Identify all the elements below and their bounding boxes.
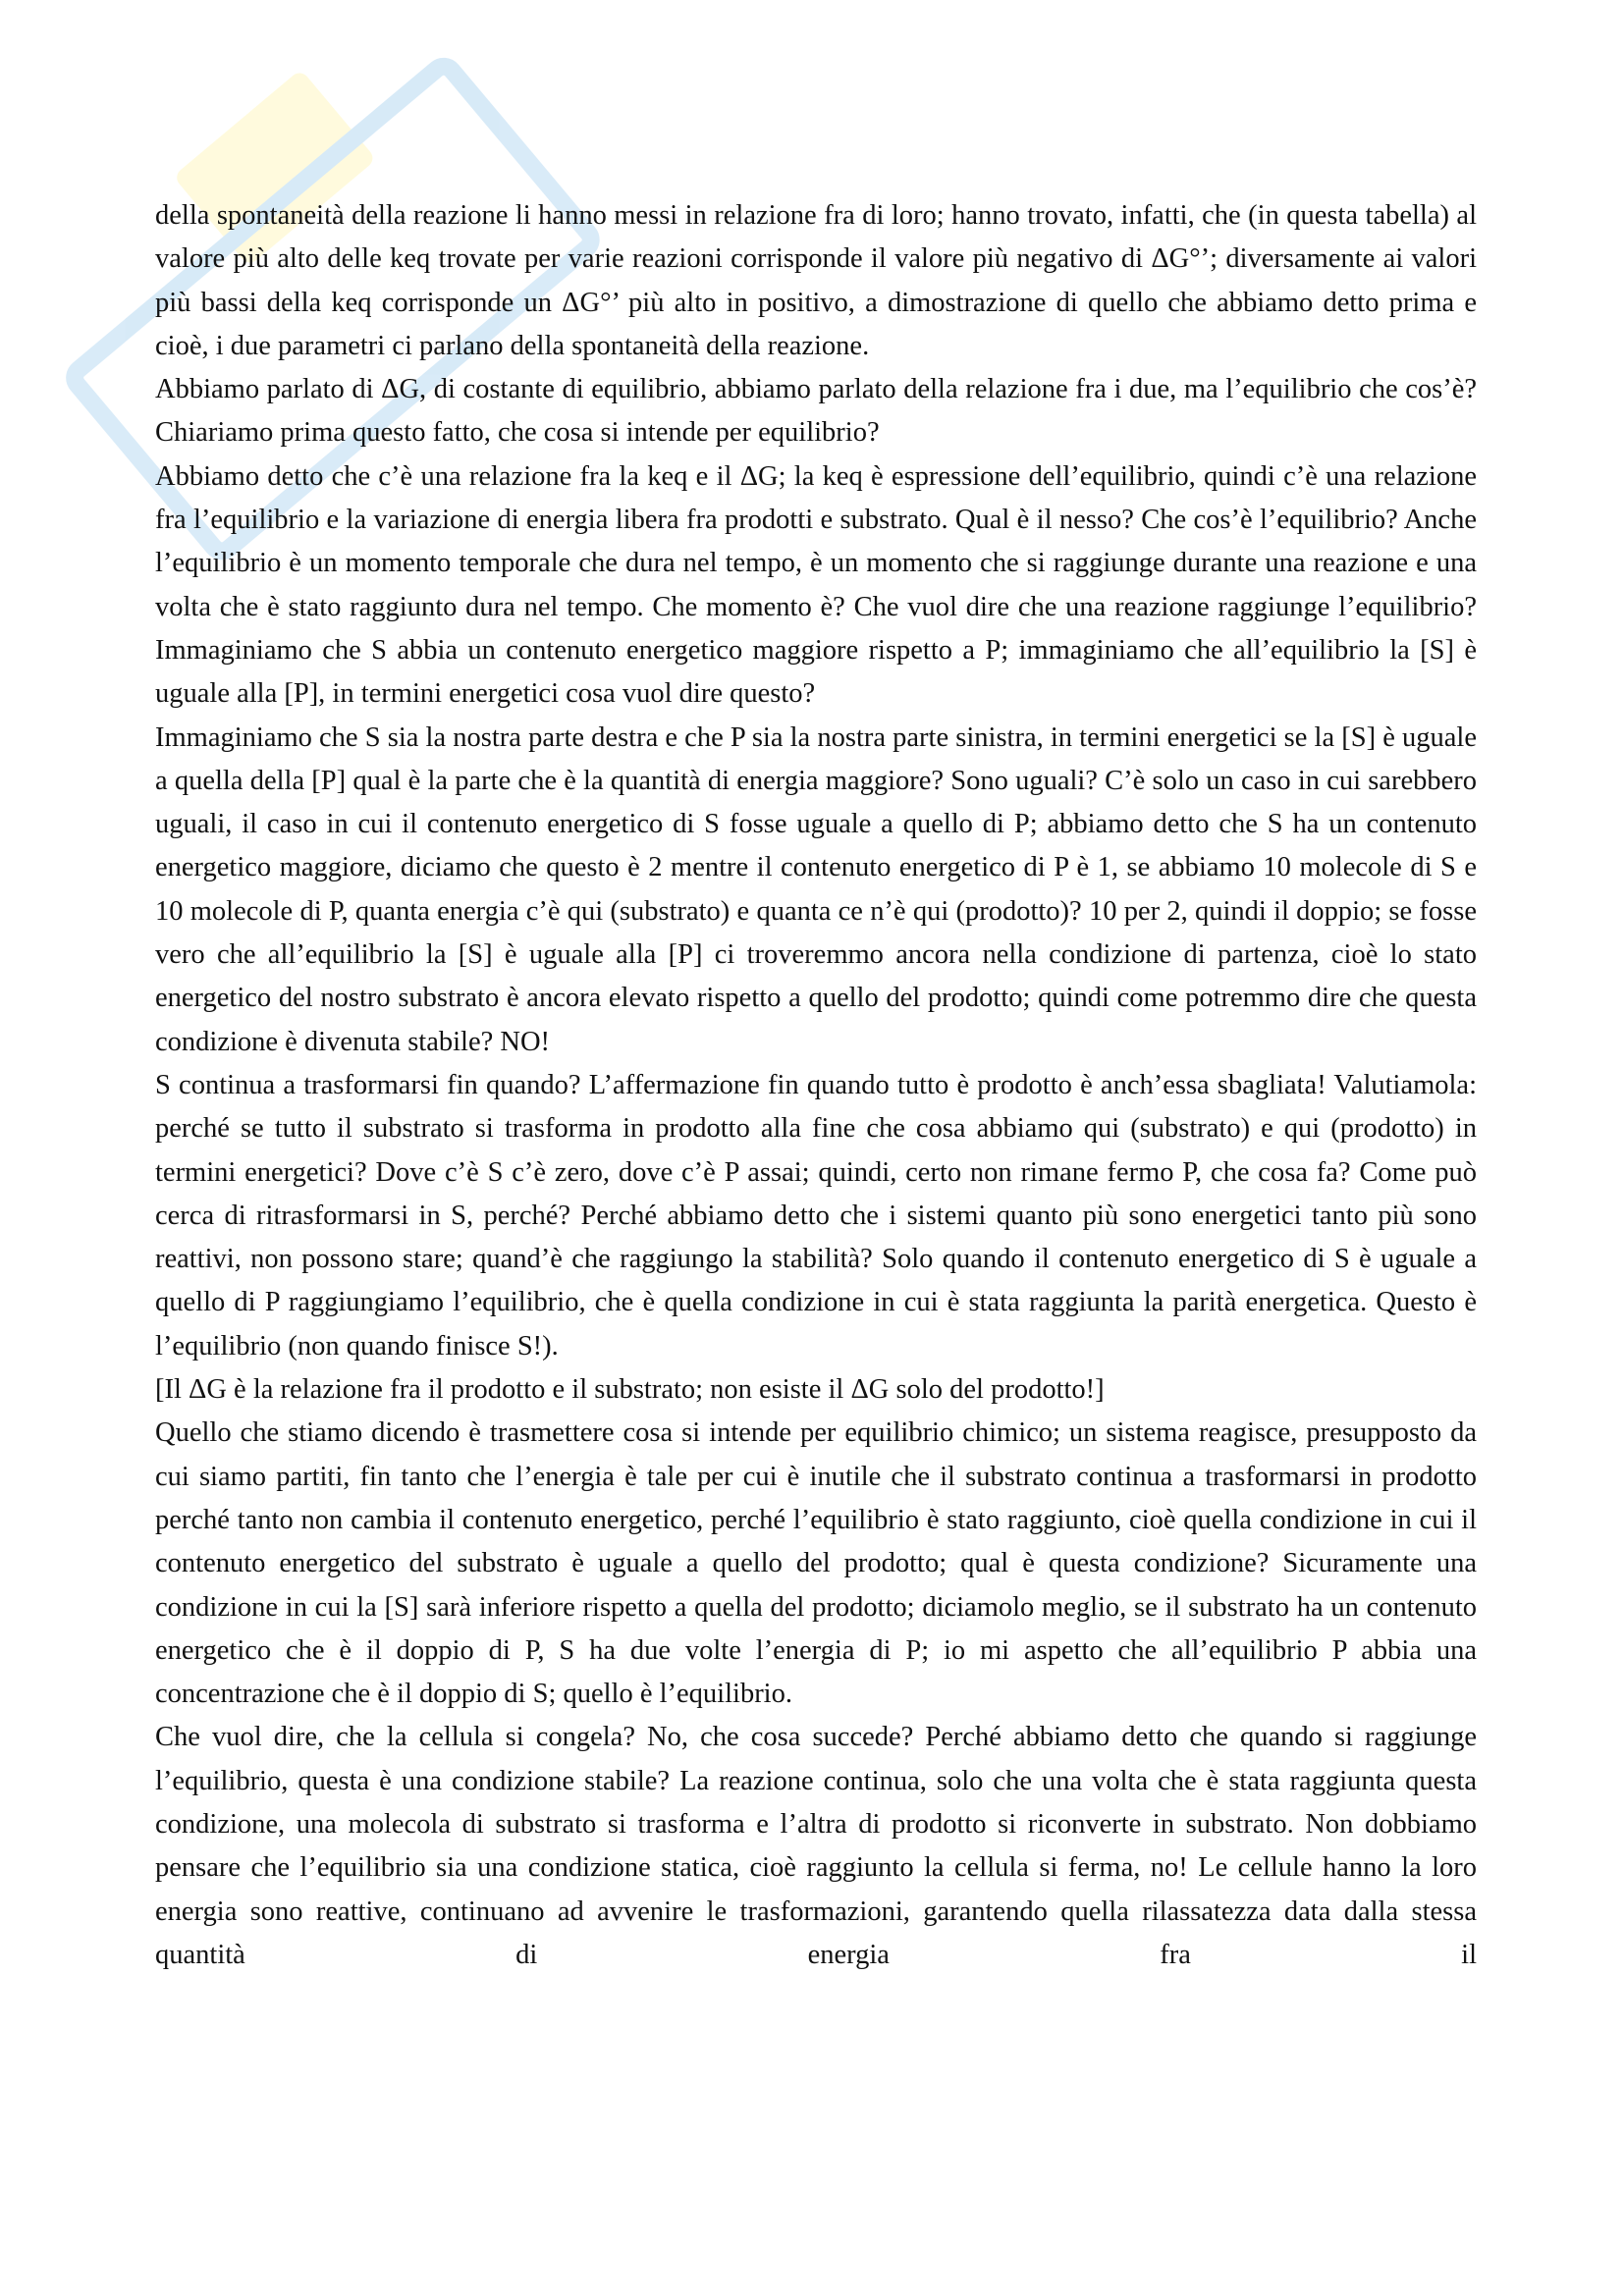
paragraph: S continua a trasformarsi fin quando? L’affermazione fin quando tutto è prodotto è anch’essa sbagliata! Valutiamola: perché se tutto il substrato si trasforma in prodotto alla fine che cosa abbiamo qui (substrato) e qui (prodotto) in termini energetici? Dove c’è S c’è zero, dove c’è P assai; quindi, certo non rimane fermo P, che cosa fa? Come può cerca di ritrasformarsi in S, perché? Perché abbiamo detto che i sistemi quanto più sono energetici tanto più sono reattivi, non possono stare; quand’è che raggiungo la stabilità? Solo quando il contenuto energetico di S è uguale a quello di P raggiungiamo l’equilibrio, che è quella condizione in cui è stata raggiunta la parità energetica. Questo è l’equilibrio (non quando finisce S!). xyxy=(155,1069,1477,1362)
paragraph: Quello che stiamo dicendo è trasmettere cosa si intende per equilibrio chimico; un sistema reagisce, presupposto da cui siamo partiti, fin tanto che l’energia è tale per cui è inutile che il substrato continua a trasformarsi in prodotto perché tanto non cambia il contenuto energetico, perché l’equilibrio è stato raggiunto, cioè quella condizione in cui il contenuto energetico del substrato è uguale a quello del prodotto; qual è questa condizione? Sicuramente una condizione in cui la [S] sarà inferiore rispetto a quella del prodotto; diciamolo meglio, se il substrato ha un contenuto energetico che è il doppio di P, S ha due volte l’energia di P; io mi aspetto che all’equilibrio P abbia una concentrazione che è il doppio di S; quello è l’equilibrio. xyxy=(155,1417,1477,1710)
paragraph: della spontaneità della reazione li hanno messi in relazione fra di loro; hanno trovato, infatti, che (in questa tabella) al valore più alto delle keq trovate per varie reazioni corrisponde il valore più negativo di ΔG°’; diversamente ai valori più bassi della keq corrisponde un ΔG°’ più alto in positivo, a dimostrazione di quello che abbiamo detto prima e cioè, i due parametri ci parlano della spontaneità della reazione. xyxy=(155,200,1477,361)
paragraph: Immaginiamo che S sia la nostra parte destra e che P sia la nostra parte sinistra, in termini energetici se la [S] è uguale a quella della [P] qual è la parte che è la quantità di energia maggiore? Sono uguali? C’è solo un caso in cui sarebbero uguali, il caso in cui il contenuto energetico di S fosse uguale a quello di P; abbiamo detto che S ha un contenuto energetico maggiore, diciamo che questo è 2 mentre il contenuto energetico di P è 1, se abbiamo 10 molecole di S e 10 molecole di P, quanta energia c’è qui (substrato) e quanta ce n’è qui (prodotto)? 10 per 2, quindi il doppio; se fosse vero che all’equilibrio la [S] è uguale alla [P] ci troveremmo ancora nella condizione di partenza, cioè lo stato energetico del nostro substrato è ancora elevato rispetto a quello del prodotto; quindi come potremmo dire che questa condizione è divenuta stabile? NO! xyxy=(155,721,1477,1057)
document-body xyxy=(155,194,1477,1977)
paragraph: [Il ΔG è la relazione fra il prodotto e il substrato; non esiste il ΔG solo del prodotto!] xyxy=(155,1374,1105,1406)
paragraph: Abbiamo detto che c’è una relazione fra la keq e il ΔG; la keq è espressione dell’equilibrio, quindi c’è una relazione fra l’equilibrio e la variazione di energia libera fra prodotti e substrato. Qual è il nesso? Che cos’è l’equilibrio? Anche l’equilibrio è un momento temporale che dura nel tempo, è un momento che si raggiunge durante una reazione e una volta che è stato raggiunto dura nel tempo. Che momento è? Che vuol dire che una reazione raggiunge l’equilibrio? Immaginiamo che S abbia un contenuto energetico maggiore rispetto a P; immaginiamo che all’equilibrio la [S] è uguale alla [P], in termini energetici cosa vuol dire questo? xyxy=(155,460,1477,710)
paragraph: Che vuol dire, che la cellula si congela? No, che cosa succede? Perché abbiamo detto che quando si raggiunge l’equilibrio, questa è una condizione stabile? La reazione continua, solo che una volta che è stata raggiunta questa condizione, una molecola di substrato si trasforma e l’altra di prodotto si riconverte in substrato. Non dobbiamo pensare che l’equilibrio sia una condizione statica, cioè raggiunto la cellula si ferma, no! Le cellule hanno la loro energia sono reattive, continuano ad avvenire le trasformazioni, garantendo quella rilassatezza data dalla stessa quantità di energia fra il xyxy=(155,1722,1477,1970)
paragraph: Abbiamo parlato di ΔG, di costante di equilibrio, abbiamo parlato della relazione fra i due, ma l’equilibrio che cos’è? Chiariamo prima questo fatto, che cosa si intende per equilibrio? xyxy=(155,374,1477,449)
